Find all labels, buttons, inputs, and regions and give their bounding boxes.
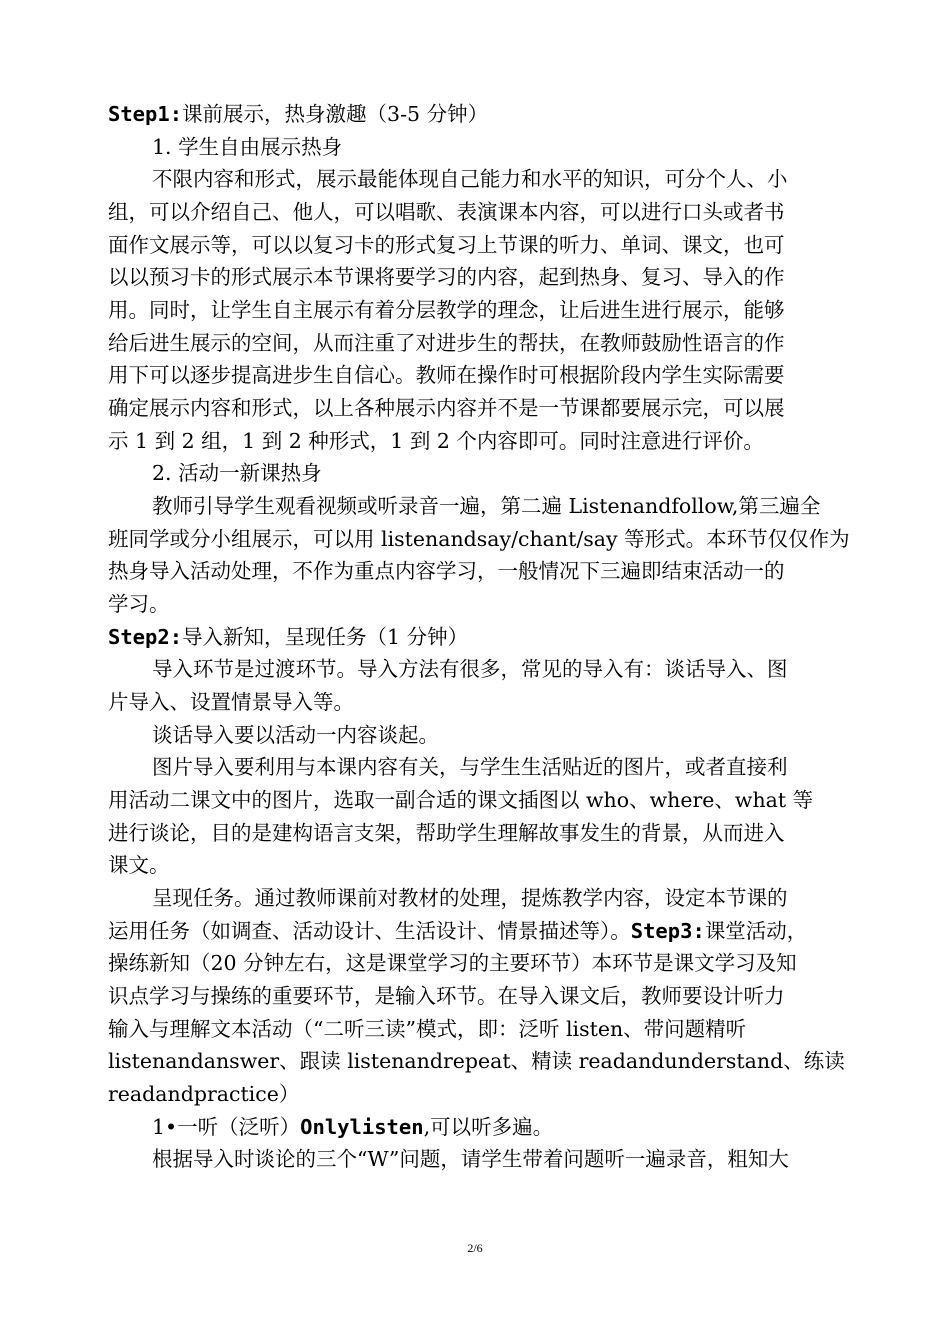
paragraph-line: 片导入、设置情景导入等。 <box>108 690 354 714</box>
paragraph-line: 呈现任务。通过教师课前对教材的处理，提炼教学内容，设定本节课的 <box>152 886 788 910</box>
paragraph-line: readandpractice） <box>108 1082 300 1106</box>
paragraph-line: 输入与理解文本活动（“二听三读”模式，即：泛听 listen、带问题精听 <box>108 1017 747 1041</box>
step1-heading: Step1:课前展示，热身激趣（3-5 分钟） <box>108 102 489 126</box>
paragraph-line: 组，可以介绍自己、他人，可以唱歌、表演课本内容，可以进行口头或者书 <box>108 200 785 224</box>
paragraph-line: 示 1 到 2 组，1 到 2 种形式，1 到 2 个内容即可。同时注意进行评价。 <box>108 429 764 453</box>
paragraph-line: 用活动二课文中的图片，选取一副合适的课文插图以 who、where、what 等 <box>108 788 814 812</box>
paragraph-line: 图片导入要利用与本课内容有关，与学生生活贴近的图片，或者直接利 <box>152 755 788 779</box>
paragraph-line-step3: 运用任务（如调查、活动设计、生活设计、情景描述等）。Step3:课堂活动， <box>108 919 808 943</box>
paragraph-line: 给后进生展示的空间，从而注重了对进步生的帮扶，在教师鼓励性语言的作 <box>108 331 785 355</box>
paragraph-line: 进行谈论，目的是建构语言支架，帮助学生理解故事发生的背景，从而进入 <box>108 821 785 845</box>
paragraph-line: 识点学习与操练的重要环节，是输入环节。在导入课文后，教师要设计听力 <box>108 984 785 1008</box>
paragraph-line: 根据导入时谈论的三个“W”问题，请学生带着问题听一遍录音，粗知大 <box>152 1147 789 1171</box>
paragraph-line: 不限内容和形式，展示最能体现自己能力和水平的知识，可分个人、小 <box>152 167 788 191</box>
paragraph-line: 确定展示内容和形式，以上各种展示内容并不是一节课都要展示完，可以展 <box>108 396 785 420</box>
step2-heading: Step2:导入新知，呈现任务（1 分钟） <box>108 625 469 649</box>
paragraph-line: listenandanswer、跟读 listenandrepeat、精读 readandunderstand、练读 <box>108 1049 845 1073</box>
paragraph-line: 用。同时，让学生自主展示有着分层教学的理念，让后进生进行展示，能够 <box>108 298 785 322</box>
paragraph-line: 以以预习卡的形式展示本节课将要学习的内容，起到热身、复习、导入的作 <box>108 265 785 289</box>
paragraph-line: 热身导入活动处理，不作为重点内容学习，一般情况下三遍即结束活动一的 <box>108 559 785 583</box>
subheading-2: 2. 活动一新课热身 <box>152 461 322 485</box>
paragraph-line: 学习。 <box>108 592 170 616</box>
subheading-1: 1. 学生自由展示热身 <box>152 135 343 159</box>
paragraph-line: 教师引导学生观看视频或听录音一遍，第二遍 Listenandfollow,第三遍全 <box>152 494 821 518</box>
paragraph-line: 班同学或分小组展示，可以用 listenandsay/chant/say 等形式。本环节仅仅作为 <box>108 527 850 551</box>
paragraph-line: 面作文展示等，可以以复习卡的形式复习上节课的听力、单词、课文，也可 <box>108 233 785 257</box>
paragraph-line: 导入环节是过渡环节。导入方法有很多，常见的导入有：谈话导入、图 <box>152 657 788 681</box>
paragraph-line: 操练新知（20 分钟左右，这是课堂学习的主要环节）本环节是课文学习及知 <box>108 951 797 975</box>
paragraph-line: 用下可以逐步提高进步生自信心。教师在操作时可根据阶段内学生实际需要 <box>108 363 785 387</box>
listen-item-heading: 1•一听（泛听）Onlylisten,可以听多遍。 <box>152 1115 554 1139</box>
page-number: 2/6 <box>467 1241 483 1255</box>
paragraph-line: 谈话导入要以活动一内容谈起。 <box>152 723 439 747</box>
paragraph-line: 课文。 <box>108 853 170 877</box>
